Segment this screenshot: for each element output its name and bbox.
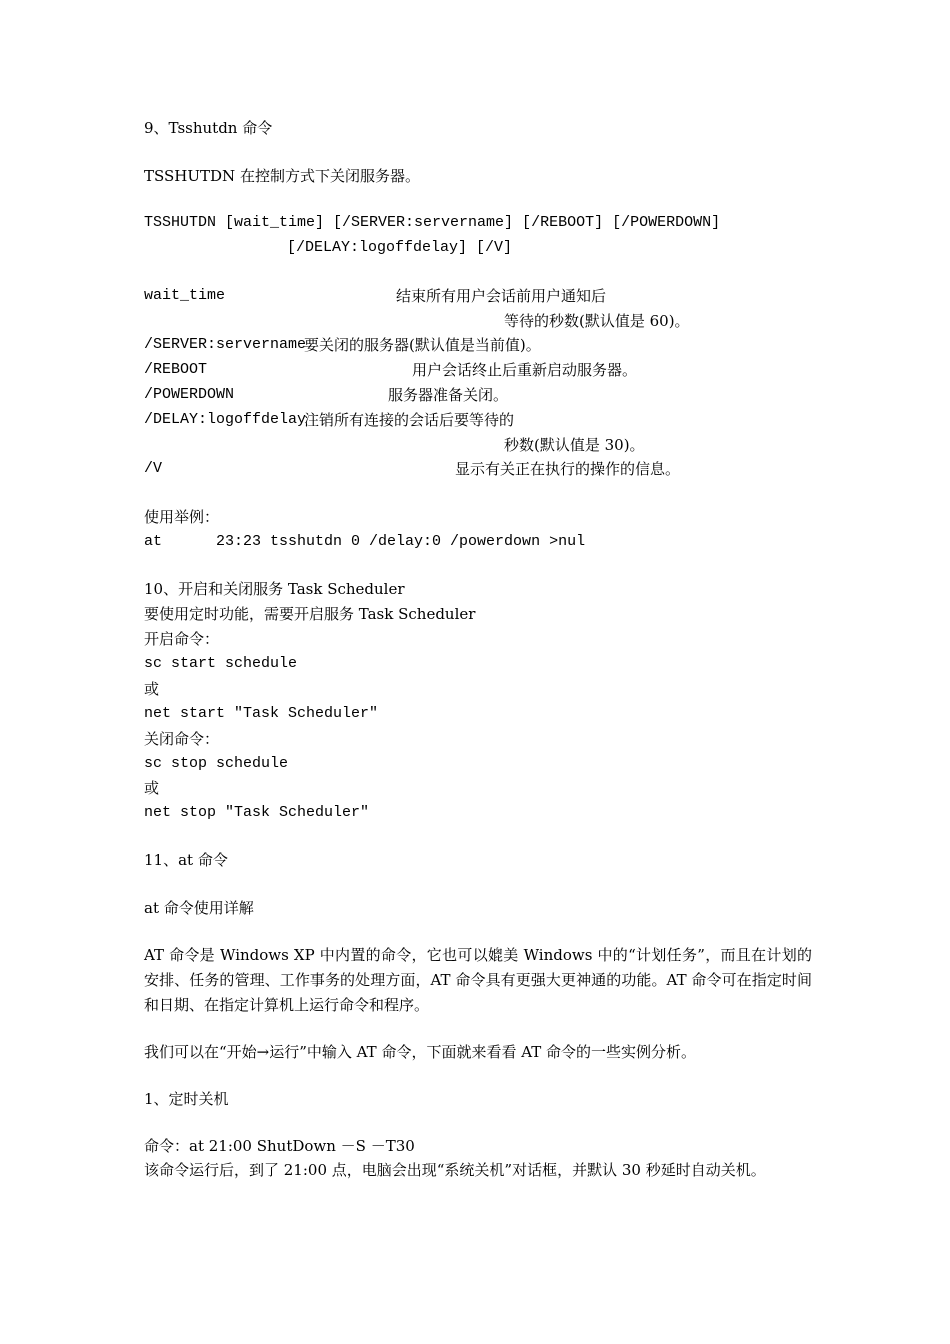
example-1-command: 命令：at 21:00 ShutDown －S －T30 (144, 1137, 415, 1155)
start-command-2: net start "Task Scheduler" (144, 705, 379, 722)
at-subheading: at 命令使用详解 (144, 899, 254, 917)
tsshutdn-intro: TSSHUTDN 在控制方式下关闭服务器。 (144, 167, 420, 185)
param-desc-delay: 注销所有连接的会话后要等待的 (304, 411, 515, 429)
param-desc-wait-time-cont: 等待的秒数(默认值是 60)。 (504, 312, 690, 330)
at-description-paragraph: AT 命令是 Windows XP 中内置的命令，它也可以媲美 Windows 中的“计划任务”，而且在计划的安排、任务的管理、工作事务的处理方面，AT 命令具有更强大更神通的功能。AT 命令可在指定时间和日期、在指定计算机上运行命令和程序。 (144, 946, 812, 1014)
or-separator-2: 或 (144, 779, 160, 797)
param-name-powerdown: /POWERDOWN (144, 386, 235, 403)
param-name-wait-time: wait_time (144, 287, 226, 304)
section-10-heading: 10、开启和关闭服务 Task Scheduler (144, 580, 405, 598)
param-name-reboot: /REBOOT (144, 361, 208, 378)
section-11-heading: 11、at 命令 (144, 851, 228, 869)
param-desc-reboot: 用户会话终止后重新启动服务器。 (412, 361, 638, 379)
stop-command-2: net stop "Task Scheduler" (144, 804, 370, 821)
param-desc-v: 显示有关正在执行的操作的信息。 (455, 460, 681, 478)
param-desc-delay-cont: 秒数(默认值是 30)。 (504, 436, 645, 454)
param-desc-powerdown: 服务器准备关闭。 (388, 386, 509, 404)
example-1-description: 该命令运行后，到了 21:00 点，电脑会出现“系统关机”对话框，并默认 30 秒延时自动关机。 (144, 1161, 766, 1179)
param-name-server: /SERVER:servername (144, 336, 307, 353)
param-name-delay: /DELAY:logoffdelay (144, 411, 307, 428)
section-9-heading: 9、Tsshutdn 命令 (144, 119, 273, 137)
stop-label: 关闭命令： (144, 730, 220, 748)
param-desc-wait-time: 结束所有用户会话前用户通知后 (396, 287, 607, 305)
example-1-heading: 1、定时关机 (144, 1090, 229, 1108)
example-command: at 23:23 tsshutdn 0 /delay:0 /powerdown >nul (144, 533, 586, 550)
syntax-line-2: [/DELAY:logoffdelay] [/V] (287, 239, 513, 256)
example-label: 使用举例： (144, 508, 220, 526)
start-label: 开启命令： (144, 630, 220, 648)
param-name-v: /V (144, 460, 163, 477)
or-separator-1: 或 (144, 680, 160, 698)
at-run-paragraph: 我们可以在“开始→运行”中输入 AT 命令，下面就来看看 AT 命令的一些实例分析。 (144, 1043, 697, 1061)
param-desc-server: 要关闭的服务器(默认值是当前值)。 (304, 336, 541, 354)
task-scheduler-note: 要使用定时功能，需要开启服务 Task Scheduler (144, 605, 476, 623)
start-command-1: sc start schedule (144, 655, 298, 672)
syntax-line-1: TSSHUTDN [wait_time] [/SERVER:servername] [/REBOOT] [/POWERDOWN] (144, 214, 721, 231)
stop-command-1: sc stop schedule (144, 755, 289, 772)
